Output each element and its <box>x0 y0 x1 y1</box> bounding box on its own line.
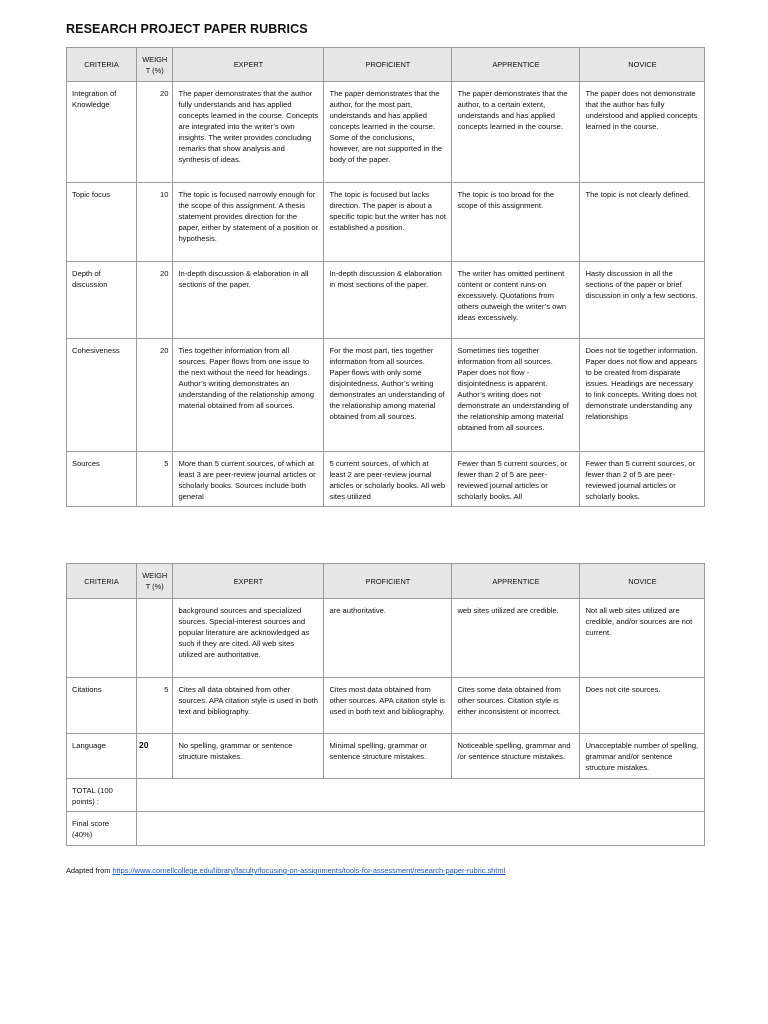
rubric-table-1 <box>66 47 705 507</box>
criteria-cell: Integration of Knowledge <box>67 82 137 183</box>
proficient-cell: 5 current sources, of which at least 2 are peer-review journal articles or scholarly books. All web sites utilized <box>324 452 452 507</box>
rubric-table-2 <box>66 563 705 846</box>
header-row <box>67 48 705 82</box>
weight-cell: 20 <box>137 339 173 452</box>
weight-cell: 10 <box>137 183 173 262</box>
weight-cell: 5 <box>137 452 173 507</box>
table-row <box>67 339 705 452</box>
apprentice-cell: Fewer than 5 current sources, or fewer than 2 of 5 are peer-reviewed journal articles or scholarly books. All <box>452 452 580 507</box>
header-criteria: CRITERIA <box>67 564 137 599</box>
proficient-cell: Cites most data obtained from other sources. APA citation style is used in both text and bibliography. <box>324 678 452 734</box>
criteria-cell <box>67 599 137 678</box>
apprentice-cell: Sometimes ties together information from all sources. Paper does not flow - disjointedness is apparent. Author’s writing does not demonstrate an understanding of the relationship among material obtained from all sources. <box>452 339 580 452</box>
criteria-cell: Topic focus <box>67 183 137 262</box>
table-row <box>67 452 705 507</box>
apprentice-cell: Noticeable spelling, grammar and /or sentence structure mistakes. <box>452 734 580 779</box>
header-apprentice: APPRENTICE <box>452 564 580 599</box>
header-proficient: PROFICIENT <box>324 564 452 599</box>
weight-cell: 20 <box>137 734 173 779</box>
table-row <box>67 183 705 262</box>
header-novice: NOVICE <box>580 564 705 599</box>
apprentice-cell: The writer has omitted pertinent content or content runs-on excessively. Quotations from others outweigh the writer’s own ideas excessively. <box>452 262 580 339</box>
criteria-cell: Cohesiveness <box>67 339 137 452</box>
novice-cell: Does not tie together information. Paper does not flow and appears to be created from disparate issues. Headings are necessary to link concepts. Writing does not demonstrate understanding any relationships <box>580 339 705 452</box>
novice-cell: Fewer than 5 current sources, or fewer than 2 of 5 are peer-reviewed journal articles or scholarly books. <box>580 452 705 507</box>
proficient-cell: The paper demonstrates that the author, for the most part, understands and has applied concepts learned in the course. Some of the conclusions, however, are not supported in the body of the paper. <box>324 82 452 183</box>
header-expert: EXPERT <box>173 48 324 82</box>
expert-cell: Cites all data obtained from other sources. APA citation style is used in both text and bibliography. <box>173 678 324 734</box>
apprentice-cell: The topic is too broad for the scope of this assignment. <box>452 183 580 262</box>
proficient-cell: In-depth discussion & elaboration in most sections of the paper. <box>324 262 452 339</box>
header-row <box>67 564 705 599</box>
expert-cell: background sources and specialized sources. Special-interest sources and popular literature are acknowledged as such if they are cited. All web sites utilized are authoritative. <box>173 599 324 678</box>
novice-cell: Does not cite sources. <box>580 678 705 734</box>
final-score-value-cell[interactable] <box>137 812 705 846</box>
table-row <box>67 678 705 734</box>
table-row <box>67 262 705 339</box>
expert-cell: No spelling, grammar or sentence structure mistakes. <box>173 734 324 779</box>
proficient-cell: are authoritative. <box>324 599 452 678</box>
novice-cell: The paper does not demonstrate that the author has fully understood and applied concepts learned in the course. <box>580 82 705 183</box>
weight-cell <box>137 599 173 678</box>
final-score-label: Final score (40%) <box>67 812 137 846</box>
header-weight: WEIGHT (%) <box>137 48 173 82</box>
final-score-row <box>67 812 705 846</box>
expert-cell: The topic is focused narrowly enough for the scope of this assignment. A thesis statement provides direction for the paper, either by statement of a position or hypothesis. <box>173 183 324 262</box>
novice-cell: The topic is not clearly defined. <box>580 183 705 262</box>
expert-cell: More than 5 current sources, of which at least 3 are peer-review journal articles or scholarly books. Sources include both general <box>173 452 324 507</box>
criteria-cell: Sources <box>67 452 137 507</box>
weight-cell: 5 <box>137 678 173 734</box>
footer <box>66 866 505 875</box>
novice-cell: Hasty discussion in all the sections of the paper or brief discussion in only a few sections. <box>580 262 705 339</box>
table-row <box>67 599 705 678</box>
proficient-cell: Minimal spelling, grammar or sentence structure mistakes. <box>324 734 452 779</box>
weight-cell: 20 <box>137 262 173 339</box>
apprentice-cell: The paper demonstrates that the author, to a certain extent, understands and has applied concepts learned in the course. <box>452 82 580 183</box>
header-weight: WEIGHT (%) <box>137 564 173 599</box>
expert-cell: Ties together information from all sources. Paper flows from one issue to the next without the need for headings. Author’s writing demonstrates an understanding of the relationship among material obtained from all sources. <box>173 339 324 452</box>
novice-cell: Not all web sites utilized are credible, and/or sources are not current. <box>580 599 705 678</box>
criteria-cell: Citations <box>67 678 137 734</box>
source-link[interactable]: https://www.cornellcollege.edu/library/faculty/focusing-on-assignments/tools-for-assessment/research-paper-rubric.shtml <box>112 866 506 875</box>
proficient-cell: The topic is focused but lacks direction. The paper is about a specific topic but the writer has not established a position. <box>324 183 452 262</box>
apprentice-cell: Cites some data obtained from other sources. Citation style is either inconsistent or incorrect. <box>452 678 580 734</box>
table-row <box>67 82 705 183</box>
header-novice: NOVICE <box>580 48 705 82</box>
header-apprentice: APPRENTICE <box>452 48 580 82</box>
header-expert: EXPERT <box>173 564 324 599</box>
total-row <box>67 779 705 812</box>
criteria-cell: Language <box>67 734 137 779</box>
header-proficient: PROFICIENT <box>324 48 452 82</box>
expert-cell: In-depth discussion & elaboration in all sections of the paper. <box>173 262 324 339</box>
expert-cell: The paper demonstrates that the author fully understands and has applied concepts learned in the course. Concepts are integrated into the writer’s own insights. The writer provides concluding remarks that show analysis and synthesis of ideas. <box>173 82 324 183</box>
total-value-cell[interactable] <box>137 779 705 812</box>
total-label: TOTAL (100 points) : <box>67 779 137 812</box>
page-title: RESEARCH PROJECT PAPER RUBRICS <box>66 22 308 36</box>
weight-cell: 20 <box>137 82 173 183</box>
table-row <box>67 734 705 779</box>
criteria-cell: Depth of discussion <box>67 262 137 339</box>
proficient-cell: For the most part, ties together information from all sources. Paper flows with only some disjointedness. Author’s writing demonstrates an understanding of the relationship among material obtained from all sources. <box>324 339 452 452</box>
apprentice-cell: web sites utilized are credible. <box>452 599 580 678</box>
novice-cell: Unacceptable number of spelling, grammar and/or sentence structure mistakes. <box>580 734 705 779</box>
footer-prefix: Adapted from <box>66 866 111 875</box>
header-criteria: CRITERIA <box>67 48 137 82</box>
